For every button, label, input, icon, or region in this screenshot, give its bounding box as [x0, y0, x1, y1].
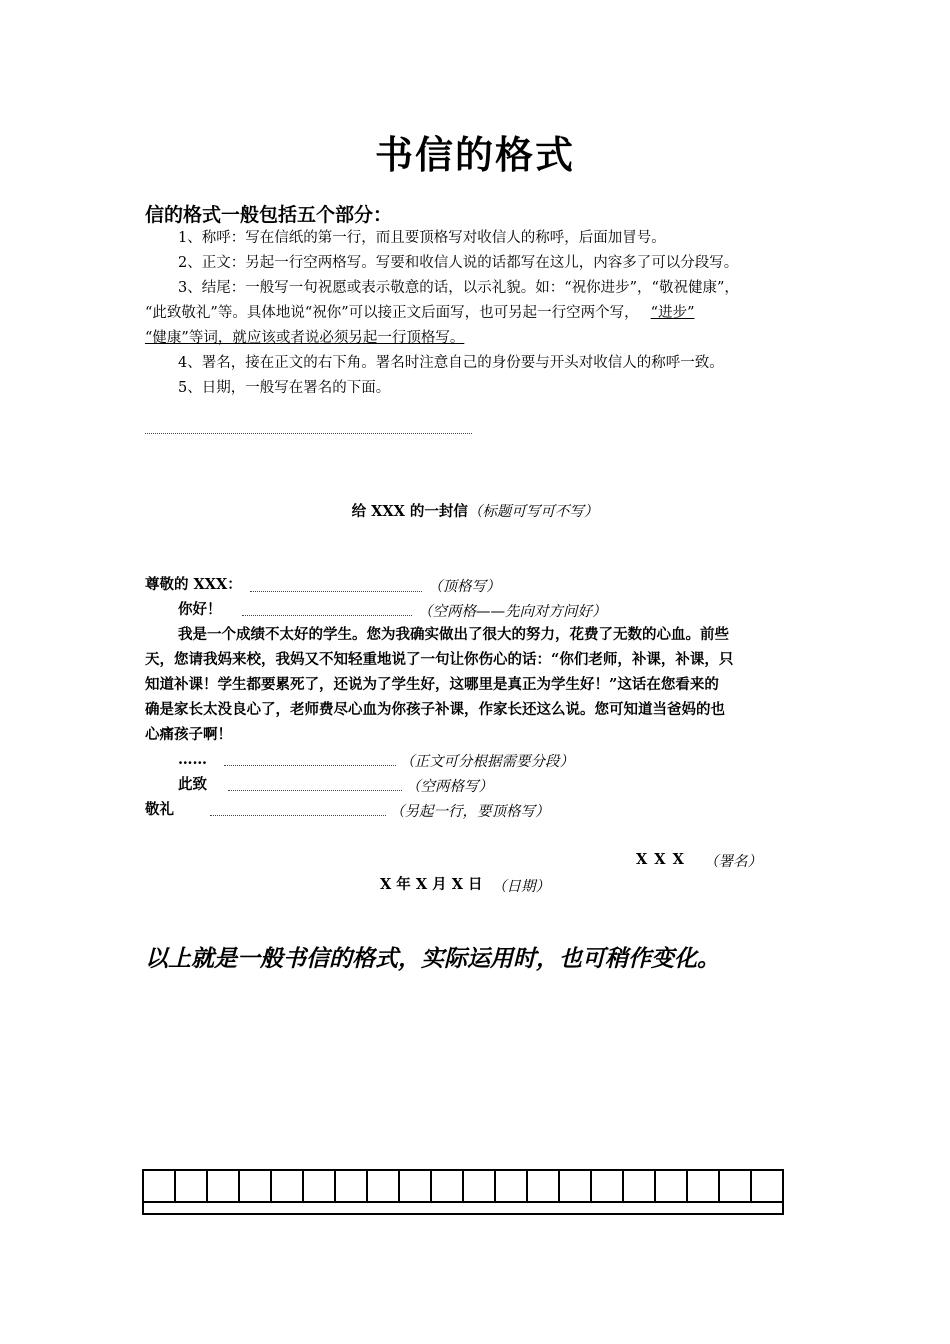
letter-heading: [0, 500, 950, 521]
salutation-blank: [250, 591, 422, 592]
format-item-3-cont: [145, 301, 694, 326]
greeting-blank: [242, 615, 412, 616]
underlined-example: “进步”: [650, 305, 695, 321]
format-item-2: 2、正文：另起一行空两格写。写要和收信人说的话都写在这儿，内容多了可以分段写。: [178, 255, 739, 271]
letter-heading-text: 给 XXX 的一封信: [351, 503, 468, 520]
cizhi-note: （空两格写）: [406, 779, 493, 795]
jingli-note: （另起一行，要顶格写）: [390, 804, 550, 820]
body-line-3: 知道补课！学生都要累死了，还说为了学生好，这哪里是真正为学生好！”这话在您看来的: [145, 676, 719, 693]
page-title: 书信的格式: [374, 133, 575, 177]
cizhi: 此致: [178, 776, 207, 793]
grid-row: [143, 1170, 783, 1202]
body-line-2: 天，您请我妈来校，我妈又不知轻重地说了一句让你伤心的话：“你们老师，补课，补课，只: [145, 651, 734, 668]
closing-remark: 以上就是一般书信的格式，实际运用时，也可稍作变化。: [145, 945, 720, 972]
body-line-4: 确是家长太没良心了，老师费尽心血为你孩子补课，作家长还这么说。您可知道当爸妈的也: [145, 701, 725, 718]
format-item-1: 1、称呼：写在信纸的第一行，而且要顶格写对收信人的称呼，后面加冒号。: [178, 230, 666, 246]
jingli-blank: [210, 815, 386, 816]
ellipsis: ……: [178, 751, 207, 768]
writing-grid: [142, 1169, 784, 1215]
format-item-4: 4、署名，接在正文的右下角。署名时注意自己的身份要与开头对收信人的称呼一致。: [178, 355, 724, 371]
ellipsis-note: （正文可分根据需要分段）: [400, 754, 574, 770]
format-item-5: 5、日期，一般写在署名的下面。: [178, 380, 391, 396]
format-item-3: 3、结尾：一般写一句祝愿或表示敬意的话，以示礼貌。如：“祝你进步”，“敬祝健康”，: [178, 280, 739, 296]
signature: X X X: [636, 851, 685, 868]
salutation: 尊敬的 XXX：: [145, 576, 242, 593]
date-note: （日期）: [492, 879, 550, 895]
salutation-note: （顶格写）: [428, 579, 501, 595]
body-line-1: 我是一个成绩不太好的学生。您为我确实做出了很大的努力，花费了无数的心血。前些: [178, 626, 729, 643]
jingli: 敬礼: [145, 801, 174, 818]
format-item-3-end: “健康”等词，就应该或者说必须另起一行顶格写。: [145, 330, 465, 346]
grid-row-thin: [143, 1202, 783, 1214]
ellipsis-blank: [224, 765, 396, 766]
greeting-note: （空两格——先向对方问好）: [418, 604, 607, 620]
section-heading: 信的格式一般包括五个部分：: [145, 204, 393, 226]
letter-heading-note: （标题可写可不写）: [467, 504, 599, 520]
cizhi-blank: [228, 790, 402, 791]
body-line-5: 心痛孩子啊！: [145, 726, 232, 743]
greeting: 你好！: [178, 601, 222, 618]
date: X 年 X 月 X 日: [380, 876, 483, 893]
item-3-text: “此致敬礼”等。具体地说“祝你”可以接正文后面写，也可另起一行空两个写，: [145, 305, 639, 321]
section-divider: [145, 433, 472, 434]
signature-note: （署名）: [704, 854, 762, 870]
